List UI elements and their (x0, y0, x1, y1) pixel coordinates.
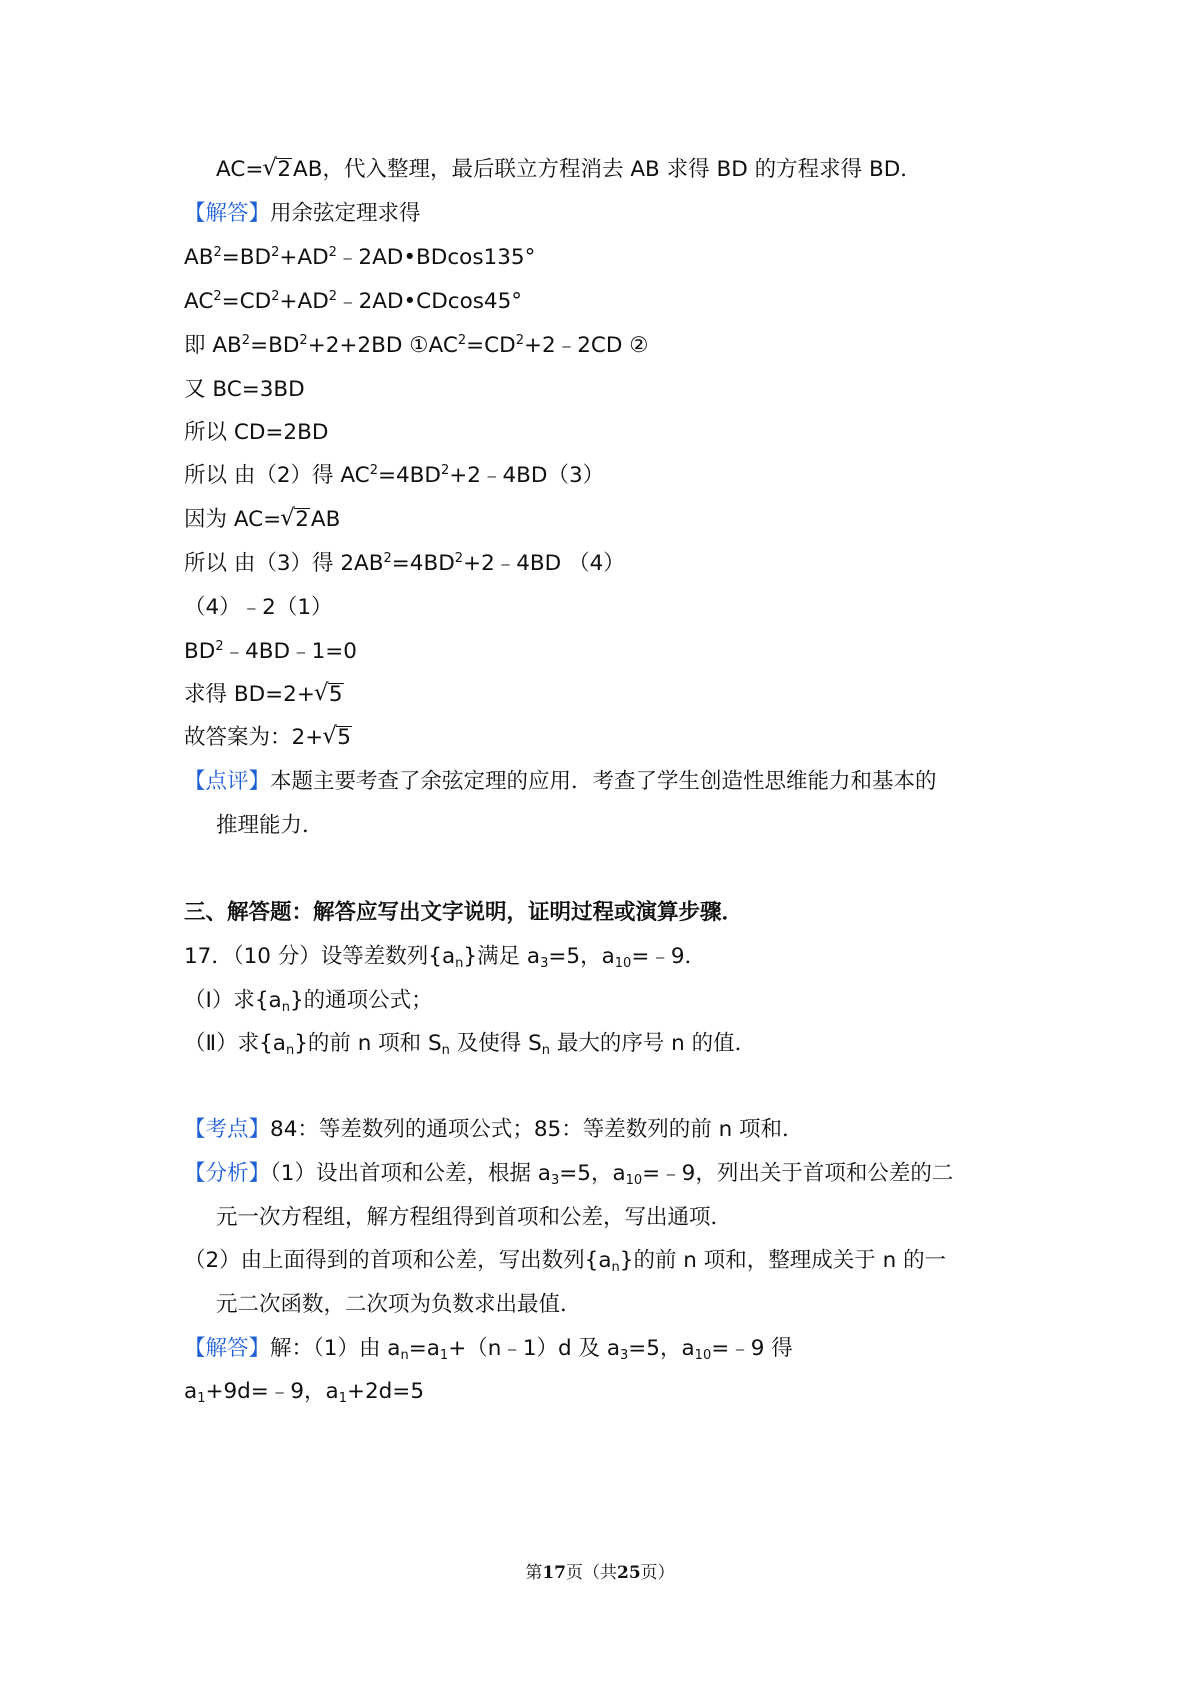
answer-intro-line: 【解答】用余弦定理求得 (184, 201, 421, 226)
problem-statement: 17．（10 分）设等差数列$\{a_n\}$满足 $a_3=5$，$a_{10}=﹣9$． (184, 944, 707, 971)
equation-line: 所以 由（3）得 $2AB^2=4BD^2+2﹣4BD$ （4） (184, 551, 625, 576)
section-tag-answer: 【解答】 (184, 201, 271, 226)
page-number: 17 (542, 1563, 566, 1583)
page-total: 25 (617, 1563, 641, 1583)
equation-line: 因为 AC=√ 2AB (184, 505, 340, 535)
section-tag-analysis: 【分析】 (184, 1161, 271, 1186)
analysis-continuation-line: 元二次函数，二次项为负数求出最值． (216, 1292, 582, 1317)
analysis-line: （2）由上面得到的首项和公差，写出数列$\{a_n\}$的前 n 项和，整理成关于 n 的一 (184, 1248, 947, 1275)
analysis-continuation-line: 元一次方程组，解方程组得到首项和公差，写出通项． (216, 1205, 733, 1230)
equation-line: 所以 由（2）得 $AC^2=4BD^2+2﹣4BD(3)$ (184, 463, 605, 488)
section-tag-answer: 【解答】 (184, 1336, 271, 1361)
sqrt-symbol: √ 5 (323, 723, 352, 753)
knowledge-point-line: 【考点】84：等差数列的通项公式；85：等差数列的前 n 项和． (184, 1117, 804, 1142)
section-tag-knowledge: 【考点】 (184, 1117, 271, 1142)
text-line: （4）﹣2（1） (184, 595, 333, 620)
equation-line: $a_1+9d=﹣9$，$a_1+2d=5$ (184, 1379, 425, 1406)
comment-line: 【点评】本题主要考查了余弦定理的应用．考查了学生创造性思维能力和基本的 (184, 769, 937, 794)
equation-line: 求得 BD=2+√ 5 (184, 680, 345, 710)
analysis-line: 【分析】（1）设出首项和公差，根据 $a_3=5$，$a_{10}=﹣9$，列出关于首项和公差的二 (184, 1161, 954, 1188)
section-heading: 三、解答题：解答应写出文字说明，证明过程或演算步骤． (184, 900, 744, 925)
page-footer: 第17页（共25页） (525, 1563, 675, 1583)
solution-line: 【解答】解：（1）由 $a_n=a_1+(n﹣1)d$ 及 $a_3=5$，$a_{10}=﹣9$ 得 (184, 1336, 793, 1363)
equation-line: $AC^2=CD^2+AD^2﹣2AD•CDcos45^\circ$ (184, 289, 523, 314)
equation-line: 即 $AB^2=BD^2+2+2BD$ $①AC^2=CD^2+2﹣2CD$ ② (184, 333, 649, 358)
sqrt-symbol: √ 2 (281, 505, 310, 535)
analysis-continuation-line: AC=√ 2AB，代入整理，最后联立方程消去 AB 求得 BD 的方程求得 BD． (216, 155, 922, 185)
problem-part-1: （Ⅰ）求$\{a_n\}$的通项公式； (184, 988, 433, 1015)
final-answer-line: 故答案为：2+√ 5 (184, 723, 353, 753)
equation-line: $AB^2=BD^2+AD^2﹣2AD•BDcos135^\circ$ (184, 245, 536, 270)
text-line: 又 BC=3BD (184, 377, 305, 402)
equation-line: $BD^2﹣4BD﹣1=0$ (184, 639, 357, 664)
section-tag-comment: 【点评】 (184, 769, 271, 794)
sqrt-symbol: √ 5 (315, 680, 344, 710)
comment-continuation-line: 推理能力． (216, 813, 324, 838)
problem-part-2: （Ⅱ）求$\{a_n\}$的前 n 项和 $S_n$ 及使得 $S_n$ 最大的序号 n 的值． (184, 1031, 757, 1058)
text-line: 所以 CD=2BD (184, 420, 329, 445)
sqrt-symbol: √ 2 (263, 155, 292, 185)
